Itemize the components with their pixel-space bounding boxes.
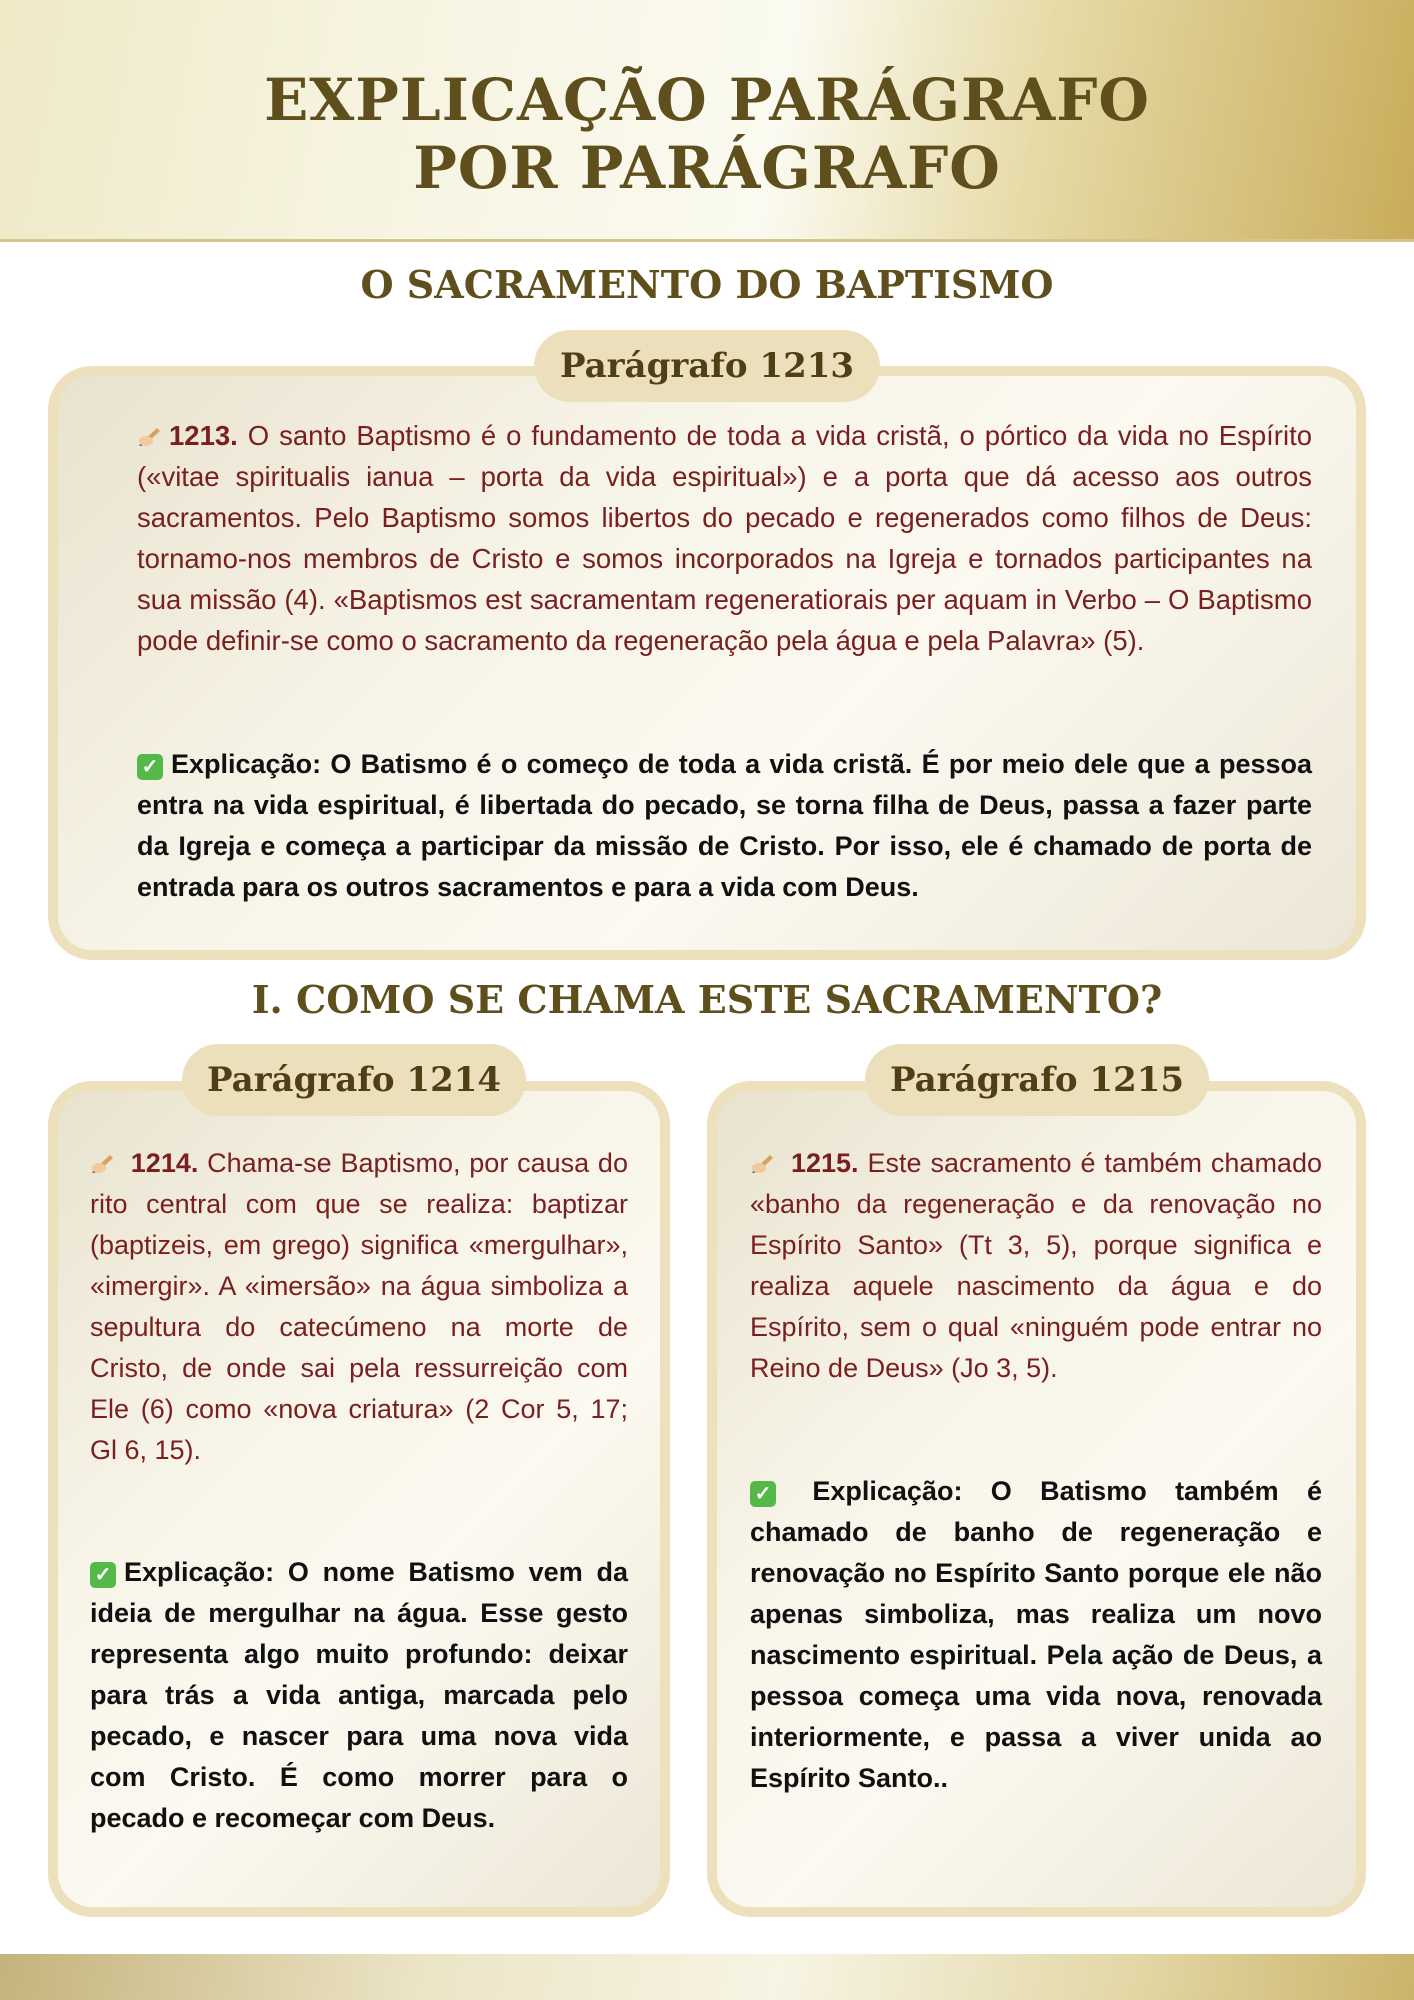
paragraph-body: O santo Baptismo é o fundamento de toda a vida cristã, o pórtico da vida no Espírito («vitae spiritualis ianua – porta da vida espiritual») e a porta que dá acesso aos outros sacramentos. Pelo Baptismo somos libertos do pecado e regenerados como filhos de Deus: tornamo-nos membros de Cristo e somos incorporados na Igreja e tornados participantes na sua missão (4). «Baptismos est sacramentam regeneratiorais per aquam in Verbo – O Baptismo pode definir-se como o sacramento da regeneração pela água e pela Palavra» (5).: [137, 420, 1312, 656]
paragraph-body: Este sacramento é também chamado «banho da regeneração e da renovação no Espírito Santo» (Tt 3, 5), porque significa e realiza aquele nascimento da água e do Espírito, sem o qual «ninguém pode entrar no Reino de Deus» (Jo 3, 5).: [750, 1148, 1322, 1383]
paragraph-number: 1215.: [790, 1148, 859, 1178]
writing-hand-icon: [137, 417, 163, 439]
paragraph-number: 1213.: [169, 420, 238, 451]
section-title-naming: I. COMO SE CHAMA ESTE SACRAMENTO?: [251, 977, 1163, 1022]
writing-hand-icon: [750, 1145, 776, 1167]
explanation-1213: [137, 744, 1312, 908]
paragraph-label-1214: Parágrafo 1214: [182, 1044, 526, 1116]
section-title-sacrament: O SACRAMENTO DO BAPTISMO: [360, 262, 1054, 307]
check-mark-icon: ✓: [137, 754, 163, 780]
explanation-text: Explicação: O nome Batismo vem da ideia de mergulhar na água. Esse gesto representa algo muito profundo: deixar para trás a vida antiga, marcada pelo pecado, e nascer para uma nova vida com Cristo. É como morrer para o pecado e recomeçar com Deus.: [90, 1557, 628, 1833]
explanation-text: Explicação: O Batismo é o começo de toda a vida cristã. É por meio dele que a pessoa entra na vida espiritual, é libertada do pecado, se torna filha de Deus, passa a fazer parte da Igreja e começa a participar da missão de Cristo. Por isso, ele é chamado de porta de entrada para os outros sacramentos e para a vida com Deus.: [137, 749, 1312, 902]
paragraph-number: 1214.: [130, 1148, 199, 1178]
paragraph-text-1215: [750, 1143, 1322, 1389]
writing-hand-icon: [90, 1145, 116, 1167]
footer-band: [0, 1954, 1414, 2000]
paragraph-text-1213: [137, 415, 1312, 661]
paragraph-label-1215: Parágrafo 1215: [865, 1044, 1209, 1116]
header-banner: [0, 0, 1414, 242]
check-mark-icon: ✓: [90, 1562, 116, 1588]
explanation-1214: [90, 1552, 628, 1839]
page-title: [0, 66, 1414, 202]
page-title-line-2: POR PARÁGRAFO: [413, 134, 1001, 202]
explanation-text: Explicação: O Batismo também é chamado de banho de regeneração e renovação no Espírito Santo porque ele não apenas simboliza, mas realiza um novo nascimento espiritual. Pela ação de Deus, a pessoa começa uma vida nova, renovada interiormente, e passa a viver unida ao Espírito Santo..: [750, 1476, 1322, 1793]
check-mark-icon: ✓: [750, 1481, 776, 1507]
explanation-1215: [750, 1471, 1322, 1799]
paragraph-label-1213: Parágrafo 1213: [534, 330, 880, 402]
paragraph-text-1214: [90, 1143, 628, 1471]
paragraph-body: Chama-se Baptismo, por causa do rito central com que se realiza: baptizar (baptizeis, em grego) significa «mergulhar», «imergir». A «imersão» na água simboliza a sepultura do catecúmeno na morte de Cristo, de onde sai pela ressurreição com Ele (6) como «nova criatura» (2 Cor 5, 17; Gl 6, 15).: [90, 1148, 628, 1465]
page-title-line-1: EXPLICAÇÃO PARÁGRAFO: [264, 66, 1150, 134]
